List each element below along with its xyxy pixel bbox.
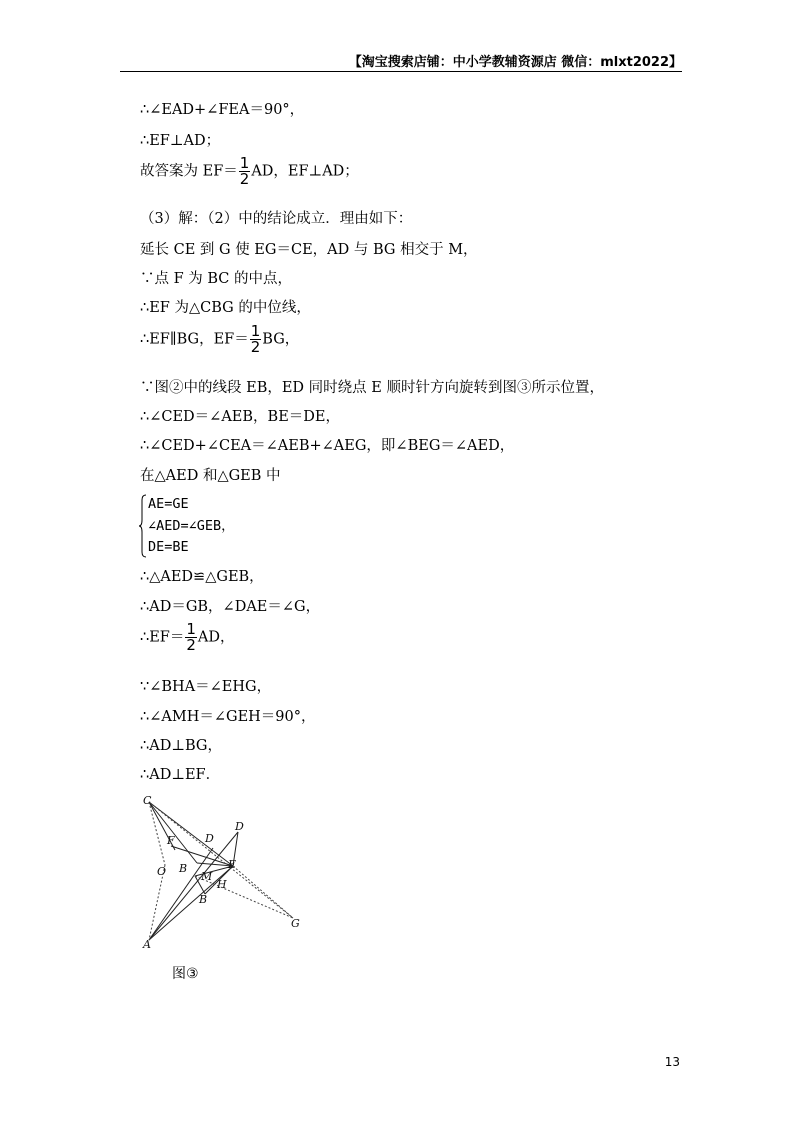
fraction-denominator: 2 (250, 338, 261, 356)
text-line: ∴EF 为△CBG 的中位线， (140, 300, 311, 316)
text-line (140, 156, 359, 187)
system-line: AE=GE (148, 496, 189, 512)
geometry-figure (135, 790, 305, 980)
text-line: ∴∠CED＝∠AEB，BE＝DE， (140, 409, 340, 425)
text-line: ∴EF⊥AD； (140, 133, 221, 149)
left-brace-icon (138, 494, 148, 558)
text-line: 在△AED 和△GEB 中 (140, 468, 281, 484)
point-label: D (205, 832, 214, 845)
text-line (140, 622, 235, 653)
system-line: DE=BE (148, 539, 189, 555)
point-label: H (217, 878, 227, 891)
text-line: ∴AD⊥BG， (140, 738, 222, 754)
text-segment: 故答案为 EF＝ (140, 163, 238, 180)
text-segment: BG， (262, 331, 300, 348)
text-segment: AD， (197, 629, 235, 646)
fraction-numerator: 1 (250, 322, 261, 340)
text-segment: AD，EF⊥AD； (251, 163, 359, 180)
fraction-denominator: 2 (186, 636, 196, 654)
point-label: B (199, 893, 208, 906)
point-label: E (228, 858, 237, 871)
text-line: （3）解：（2）中的结论成立．理由如下： (140, 211, 413, 227)
text-line: ∴AD⊥EF． (140, 767, 221, 783)
text-line (140, 324, 299, 355)
text-line: ∵点 F 为 BC 的中点， (140, 271, 293, 287)
page-header: 【淘宝搜索店铺：中小学教辅资源店 微信：mlxt2022】 (348, 55, 682, 70)
fraction-numerator: 1 (186, 620, 196, 638)
point-label: G (291, 917, 300, 930)
header-rule (120, 71, 682, 72)
page-number: 13 (664, 1055, 680, 1069)
point-label: D (235, 820, 244, 833)
fraction (250, 324, 262, 355)
figure-caption: 图③ (172, 966, 199, 982)
point-label: C (143, 794, 152, 807)
geometry-diagram (135, 790, 305, 980)
point-label: F (167, 834, 175, 847)
text-line: ∴∠CED+∠CEA＝∠AEB+∠AEG，即∠BEG＝∠AED， (140, 438, 515, 454)
text-line: ∴AD＝GB，∠DAE＝∠G， (140, 599, 321, 615)
system-lines (148, 494, 235, 559)
point-label: M (201, 870, 213, 883)
fraction-numerator: 1 (239, 154, 250, 172)
text-line: ∵图②中的线段 EB，ED 同时绕点 E 顺时针方向旋转到图③所示位置， (140, 380, 604, 396)
text-line: ∴△AED≌△GEB， (140, 569, 264, 585)
text-segment: ∴EF＝ (140, 629, 185, 646)
point-label: A (143, 938, 151, 951)
point-label: B (179, 862, 188, 875)
text-line: ∵∠BHA＝∠EHG， (140, 679, 272, 695)
text-segment: ∴EF∥BG，EF＝ (140, 331, 249, 348)
fraction-denominator: 2 (239, 170, 250, 188)
fraction (185, 622, 197, 653)
point-label: O (157, 865, 167, 878)
text-line: ∴∠EAD+∠FEA＝90°， (140, 102, 305, 118)
text-line: 延长 CE 到 G 使 EG＝CE，AD 与 BG 相交于 M， (140, 242, 478, 258)
fraction (239, 156, 251, 187)
system-line: ∠AED=∠GEB， (148, 517, 235, 534)
text-line: ∴∠AMH＝∠GEH＝90°， (140, 709, 316, 725)
